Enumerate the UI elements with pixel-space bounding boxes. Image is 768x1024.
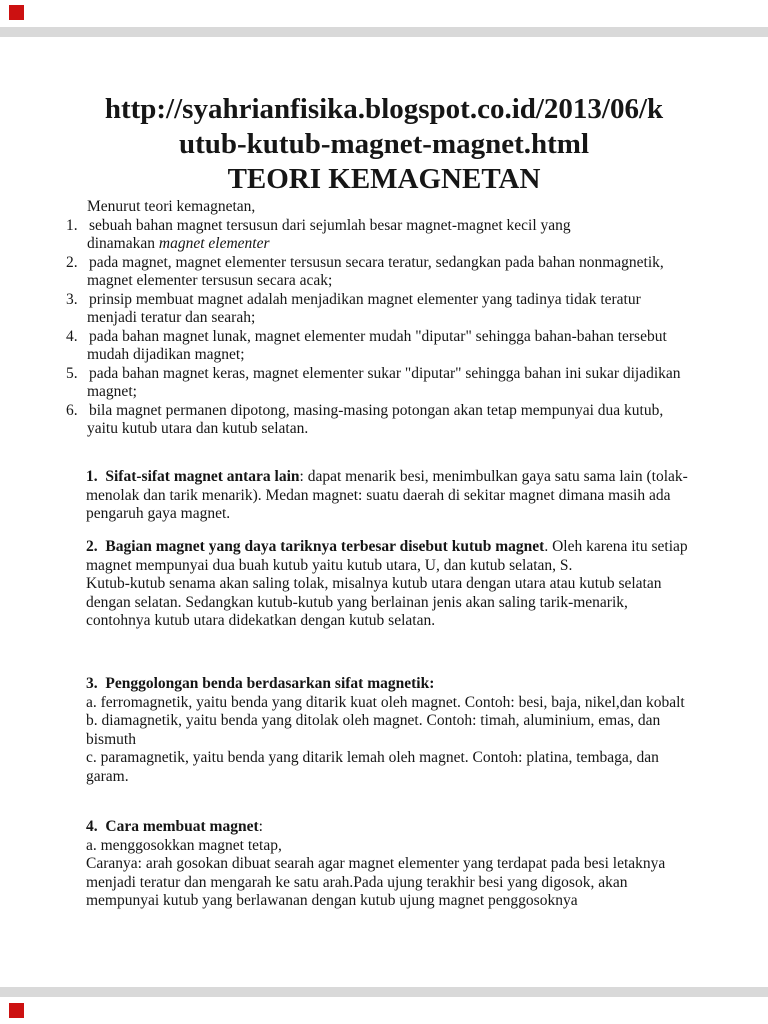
section-3-heading-line	[0, 675, 768, 694]
list-item-3	[0, 291, 768, 328]
list-number-4: 4.	[66, 327, 78, 345]
list-item-1	[0, 217, 768, 254]
section-4-line-3: Caranya: arah gosokan dibuat searah agar magnet elementer yang terdapat pada besi letaknya	[86, 855, 666, 872]
list-item-4	[0, 328, 768, 365]
section-4-line-4: menjadi teratur dan mengarah ke satu arah.Pada ujung terakhir besi yang digosok, akan	[86, 873, 628, 891]
list-item-5-line-2: magnet;	[87, 383, 137, 400]
list-number-5: 5.	[66, 364, 78, 382]
section-3-line-3: b. diamagnetik, yaitu benda yang ditolak oleh magnet. Contoh: timah, aluminium, emas, dan	[86, 712, 661, 729]
section-1-heading-rest: : dapat menarik besi, menimbulkan gaya satu sama lain (tolak-	[299, 468, 688, 485]
section-1	[0, 468, 768, 524]
red-marker-top	[9, 5, 24, 20]
list-item-6-line-1: bila magnet permanen dipotong, masing-masing potongan akan tetap mempunyai dua kutub,	[89, 401, 664, 419]
list-item-6-line-2: yaitu kutub utara dan kutub selatan.	[87, 420, 309, 437]
section-2	[0, 538, 768, 631]
section-2-line-4: dengan selatan. Sedangkan kutub-kutub yang berlainan jenis akan saling tarik-menarik,	[86, 593, 628, 611]
list-item-1-line-1: sebuah bahan magnet tersusun dari sejumlah besar magnet-magnet kecil yang	[89, 216, 571, 234]
list-item-5-line-1: pada bahan magnet keras, magnet elementer sukar "diputar" sehingga bahan ini sukar dijadikan	[89, 364, 681, 382]
title-main: TEORI KEMAGNETAN	[227, 163, 541, 195]
list-number-3: 3.	[66, 290, 78, 308]
section-2-heading: 2. Bagian magnet yang daya tariknya terbesar disebut kutub magnet	[86, 538, 545, 555]
section-4-heading-rest: :	[258, 818, 263, 835]
section-4-heading: 4. Cara membuat magnet	[86, 818, 259, 835]
section-1-heading-line	[0, 468, 768, 487]
intro-line: Menurut teori kemagnetan,	[87, 198, 256, 215]
section-2-line-5: contohnya kutub utara didekatkan dengan kutub selatan.	[86, 612, 436, 629]
section-4-line-5: mempunyai kutub yang berlawanan dengan kutub ujung magnet penggosoknya	[86, 892, 578, 909]
section-2-line-3: Kutub-kutub senama akan saling tolak, misalnya kutub utara dengan utara atau kutub selatan	[86, 575, 662, 592]
list-item-1-line-2-italic: magnet elementer	[158, 235, 270, 252]
section-3-line-2: a. ferromagnetik, yaitu benda yang ditarik kuat oleh magnet. Contoh: besi, baja, nikel,dan kobalt	[86, 693, 685, 711]
section-4	[0, 818, 768, 911]
section-1-heading: 1. Sifat-sifat magnet antara lain	[86, 468, 300, 485]
list-item-2	[0, 254, 768, 291]
list-item-1-line-2-plain: dinamakan	[87, 235, 159, 252]
document-title	[0, 92, 768, 197]
list-item-2-line-2: magnet elementer tersusun secara acak;	[87, 272, 333, 289]
red-marker-bottom	[9, 1003, 24, 1018]
section-1-line-3: pengaruh gaya magnet.	[86, 505, 231, 522]
list-item-3-line-1: prinsip membuat magnet adalah menjadikan magnet elementer yang tadinya tidak teratur	[89, 290, 641, 308]
section-4-line-2: a. menggosokkan magnet tetap,	[86, 836, 282, 854]
list-item-6	[0, 402, 768, 439]
list-number-1: 1.	[66, 216, 78, 234]
list-item-1-line-2	[0, 235, 768, 254]
section-3	[0, 675, 768, 786]
adjacent-page-edge-top	[0, 27, 768, 37]
list-item-5	[0, 365, 768, 402]
section-1-line-2: menolak dan tarik menarik). Medan magnet: suatu daerah di sekitar magnet dimana masih ada	[86, 486, 671, 504]
title-url-line-1: http://syahrianfisika.blogspot.co.id/2013/06/k	[104, 93, 664, 125]
list-item-2-line-1: pada magnet, magnet elementer tersusun secara teratur, sedangkan pada bahan nonmagnetik,	[89, 253, 664, 271]
list-item-4-line-2: mudah dijadikan magnet;	[87, 346, 245, 363]
section-4-heading-line	[0, 818, 768, 837]
section-2-heading-rest: . Oleh karena itu setiap	[544, 538, 688, 555]
section-3-line-5: c. paramagnetik, yaitu benda yang ditarik lemah oleh magnet. Contoh: platina, tembaga, dan	[86, 749, 659, 766]
title-url-line-2: utub-kutub-magnet-magnet.html	[178, 128, 590, 160]
adjacent-page-edge-bottom	[0, 987, 768, 997]
section-3-line-4: bismuth	[86, 730, 136, 748]
list-number-6: 6.	[66, 401, 78, 419]
intro-and-numbered-list	[0, 198, 768, 439]
section-2-heading-line	[0, 538, 768, 557]
list-item-3-line-2: menjadi teratur dan searah;	[87, 309, 256, 326]
section-3-line-6: garam.	[86, 767, 129, 785]
section-3-heading: 3. Penggolongan benda berdasarkan sifat magnetik:	[86, 675, 435, 692]
list-item-4-line-1: pada bahan magnet lunak, magnet elementer mudah "diputar" sehingga bahan-bahan tersebut	[89, 327, 667, 345]
section-2-line-2: magnet mempunyai dua buah kutub yaitu kutub utara, U, dan kutub selatan, S.	[86, 556, 573, 574]
list-number-2: 2.	[66, 253, 78, 271]
